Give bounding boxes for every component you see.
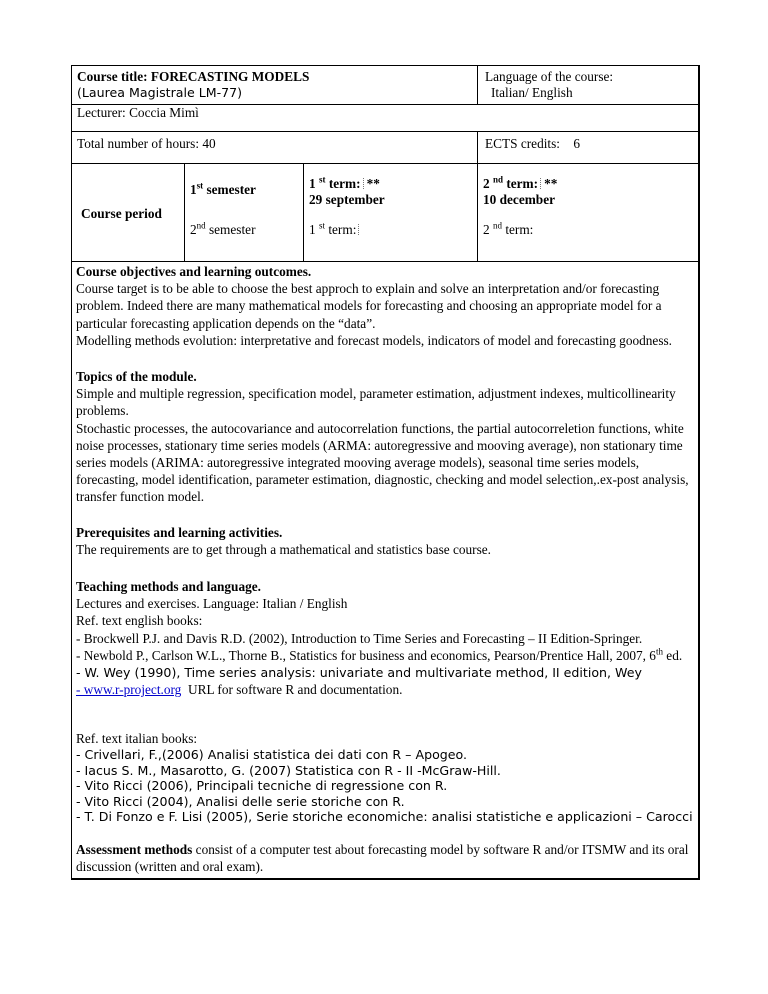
- english-ref-2-text: - Newbold P., Carlson W.L., Thorne B., Statistics for business and economics, Pearson/Prentice Hall, 2007, 6: [76, 647, 656, 663]
- prereq-heading: Prerequisites and learning activities.: [76, 525, 283, 540]
- t1-sup: st: [318, 174, 326, 185]
- lecturer-value: Coccia Mimì: [129, 105, 199, 120]
- teaching-line-2: Ref. text english books:: [76, 613, 203, 629]
- title-divider: [477, 65, 478, 105]
- semester-1: [190, 182, 256, 198]
- english-ref-2-end: ed.: [662, 647, 683, 663]
- table-top-border: [71, 65, 699, 66]
- assessment-body: consist of a computer test about forecasting model by software R and/or ITSMW and its oral discussion (written and oral exam).: [76, 842, 689, 875]
- sem1-term1-date: 29 september: [309, 192, 385, 207]
- assessment-heading: Assessment methods: [76, 842, 193, 857]
- sem1-sup: st: [196, 180, 204, 191]
- objectives-heading: Course objectives and learning outcomes.: [76, 264, 312, 279]
- course-title: [77, 69, 309, 85]
- table-left-border: [71, 65, 72, 880]
- sem2-word: semester: [208, 222, 256, 237]
- t1-mark: **: [366, 176, 380, 191]
- prereq-section: [76, 524, 696, 558]
- s2t1-num: 1: [309, 222, 316, 237]
- field-marker: [363, 178, 365, 189]
- row-divider-period: [71, 163, 699, 164]
- sem2-term2: [483, 222, 533, 238]
- sem2-num: 2: [190, 222, 197, 237]
- sem1-term2-date: 10 december: [483, 192, 555, 207]
- italian-refs-section: [76, 730, 696, 825]
- english-ref-3: - W. Wey (1990), Time series analysis: univariate and multivariate method, II edition, Wey: [76, 665, 642, 681]
- italian-ref-1: - Crivellari, F.,(2006) Analisi statistica dei dati con R – Apogeo.: [76, 747, 468, 763]
- total-hours: [77, 136, 216, 152]
- lecturer: [77, 105, 199, 121]
- ects-value: 6: [573, 136, 580, 151]
- language-value: Italian/ English: [491, 85, 573, 100]
- table-bottom-border: [71, 878, 700, 880]
- s2t2-sup: nd: [492, 220, 502, 231]
- english-ref-4: [76, 681, 696, 698]
- topics-heading: Topics of the module.: [76, 369, 197, 384]
- italian-refs-label: Ref. text italian books:: [76, 731, 198, 746]
- english-ref-1: - Brockwell P.J. and Davis R.D. (2002), Introduction to Time Series and Forecasting – II Edition-Springer.: [76, 630, 643, 646]
- prereq-text: The requirements are to get through a mathematical and statistics base course.: [76, 542, 492, 558]
- hours-value: 40: [202, 136, 216, 151]
- sem2-sup: nd: [196, 220, 206, 231]
- table-right-border: [698, 65, 700, 880]
- sem1-term2: [483, 176, 557, 192]
- t1-word: term:: [328, 176, 361, 191]
- sem1-term1: [309, 176, 380, 192]
- course-period-label: Course period: [81, 206, 162, 221]
- italian-ref-2: - Iacus S. M., Masarotto, G. (2007) Statistica con R - II -McGraw-Hill.: [76, 762, 501, 778]
- sem2-term1: [309, 222, 362, 238]
- sem1-word: semester: [206, 182, 256, 197]
- s2t2-word: term:: [505, 222, 534, 237]
- objectives-text-2: Modelling methods evolution: interpretative and forecast models, indicators of model and forecasting goodness.: [76, 332, 672, 348]
- english-ref-2: [76, 647, 696, 664]
- row-divider-body: [71, 261, 699, 262]
- course-subtitle: (Laurea Magistrale LM-77): [77, 85, 243, 100]
- language-label: Language of the course:: [485, 69, 614, 84]
- t2-sup: nd: [492, 174, 503, 185]
- field-marker: [358, 224, 360, 235]
- r-project-link[interactable]: - www.r-project.org: [76, 682, 182, 698]
- s2t1-word: term:: [328, 222, 357, 237]
- assessment-section: [76, 841, 696, 875]
- semester-2: [190, 222, 256, 238]
- t2-mark: **: [544, 176, 558, 191]
- italian-ref-3: - Vito Ricci (2006), Principali tecniche di regressione con R.: [76, 778, 448, 794]
- italian-ref-4: - Vito Ricci (2004), Analisi delle serie storiche con R.: [76, 793, 405, 809]
- hours-divider: [477, 131, 478, 164]
- t2-word: term:: [506, 176, 539, 191]
- field-marker: [540, 178, 542, 189]
- s2t2-num: 2: [483, 222, 490, 237]
- period-divider-2: [303, 163, 304, 262]
- teaching-line-1: Lectures and exercises. Language: Italian / English: [76, 596, 348, 612]
- ects-label: ECTS credits:: [485, 136, 560, 151]
- s2t1-sup: st: [318, 220, 325, 231]
- lecturer-label: Lecturer:: [77, 105, 126, 120]
- period-divider-3: [477, 163, 478, 262]
- sem1-num: 1: [190, 182, 197, 197]
- period-divider-1: [184, 163, 185, 262]
- objectives-section: [76, 263, 696, 349]
- english-ref-2-sup: th: [655, 646, 663, 657]
- t2-num: 2: [483, 176, 490, 191]
- row-divider-hours: [71, 131, 699, 132]
- topics-text-1: Simple and multiple regression, specification model, parameter estimation, adjustment indexes, multicollinearity problems.: [76, 386, 676, 419]
- objectives-text-1: Course target is to be able to choose the best approch to explain and solve an interpretation and/or forecasting problem. Indeed there are many mathematical models for forecasting and choosing an appropriate model for a particular forecasting application depends on the “data”.: [76, 281, 662, 331]
- teaching-heading: Teaching methods and language.: [76, 579, 261, 594]
- course-title-value: FORECASTING MODELS: [150, 69, 310, 84]
- assessment-text: [76, 841, 696, 875]
- t1-num: 1: [309, 176, 316, 191]
- r-project-text: URL for software R and documentation.: [181, 682, 403, 698]
- ects: [485, 136, 580, 152]
- course-title-label: Course title:: [77, 69, 148, 84]
- topics-section: [76, 368, 696, 506]
- teaching-section: [76, 578, 696, 698]
- hours-label: Total number of hours:: [77, 136, 200, 151]
- italian-ref-5: - T. Di Fonzo e F. Lisi (2005), Serie storiche economiche: analisi statistiche e applicazioni – Carocci: [76, 809, 693, 825]
- topics-text-2: Stochastic processes, the autocovariance and autocorrelation functions, the partial autocorreletion functions, white noise processes, stationary time series models (ARMA: autoregressive and mooving average), non stationary time series models (ARIMA: autoregressive integrated mooving average models), seasonal time series models, forecasting, model identification, parameter estimation, diagnostic, checking and model selection,.ex-post analysis, transfer function model.: [76, 420, 689, 505]
